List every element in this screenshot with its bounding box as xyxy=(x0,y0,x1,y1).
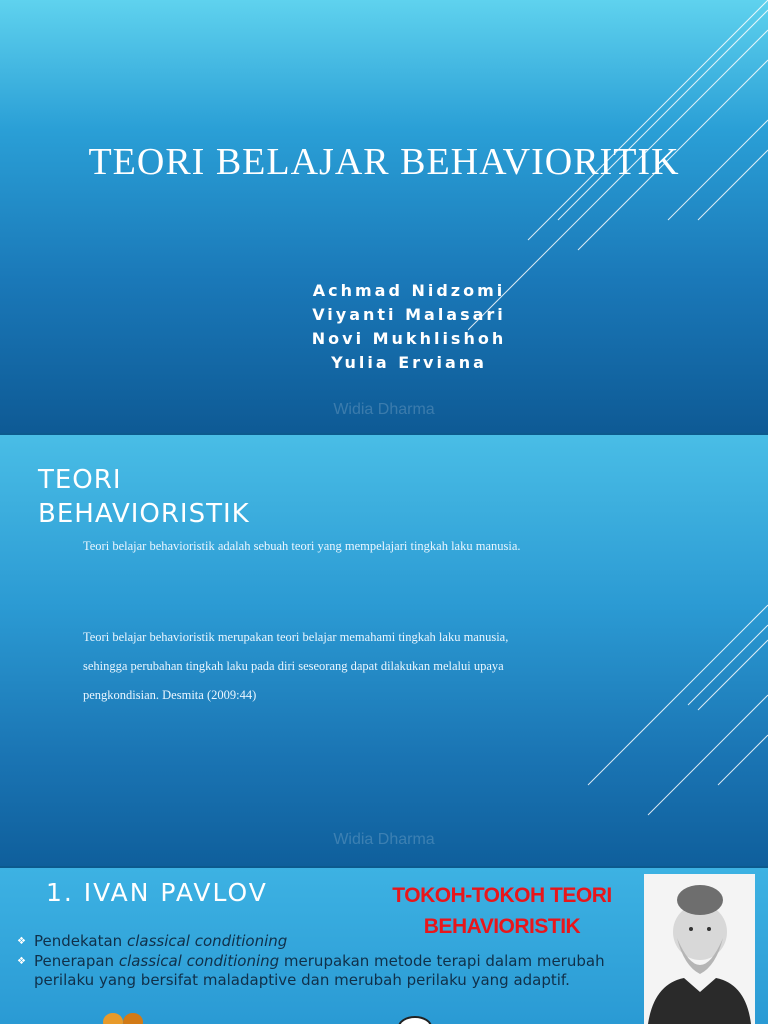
bullet-emphasis: classical conditioning xyxy=(118,952,280,970)
bullet-text: Penerapan xyxy=(34,952,119,970)
portrait-icon xyxy=(644,874,755,1024)
author-name: Viyanti Malasari xyxy=(312,305,506,324)
presentation-title: TEORI BELAJAR BEHAVIORITIK xyxy=(88,141,680,183)
heading-line: BEHAVIORISTIK xyxy=(423,915,581,938)
author-name: Achmad Nidzomi xyxy=(312,281,506,300)
definition-paragraph: Teori belajar behavioristik adalah sebuah teori yang mempelajari tingkah laku manusia. xyxy=(83,539,521,553)
slide-title: 1. IVAN PAVLOV xyxy=(46,878,268,907)
paragraph-line: Teori belajar behavioristik merupakan teori belajar memahami tingkah laku manusia, xyxy=(83,630,509,644)
definition-slide xyxy=(0,435,768,866)
author-list xyxy=(0,279,768,375)
slide-title: TEORI BEHAVIORISTIK xyxy=(38,465,250,529)
bullet-text: Pendekatan xyxy=(34,932,127,950)
paragraph-line: pengkondisian. Desmita (2009:44) xyxy=(83,688,257,702)
portrait-photo xyxy=(644,874,755,1024)
title-slide xyxy=(0,0,768,433)
bullet-list xyxy=(17,932,637,991)
list-item xyxy=(17,932,637,951)
list-item xyxy=(17,952,637,990)
explanation-paragraph xyxy=(83,623,663,710)
bullet-text: merupakan metode terapi dalam merubah perilaku yang bersifat maladaptive dan merubah perilaku yang adaptif. xyxy=(34,952,605,989)
clipart-icon xyxy=(103,1008,143,1024)
pavlov-slide xyxy=(0,868,768,1024)
bullet-emphasis: classical conditioning xyxy=(126,932,288,950)
heading-line: TOKOH-TOKOH TEORI xyxy=(392,884,612,907)
author-name: Yulia Erviana xyxy=(331,353,487,372)
paragraph-line: sehingga perubahan tingkah laku pada diri seseorang dapat dilakukan melalui upaya xyxy=(83,659,504,673)
diamond-bullet-icon: ❖ xyxy=(17,956,26,967)
watermark: Widia Dharma xyxy=(333,401,435,418)
diamond-bullet-icon: ❖ xyxy=(17,936,26,947)
clipart-icon xyxy=(395,1015,435,1024)
author-name: Novi Mukhlishoh xyxy=(311,329,507,348)
watermark: Widia Dharma xyxy=(333,831,435,848)
